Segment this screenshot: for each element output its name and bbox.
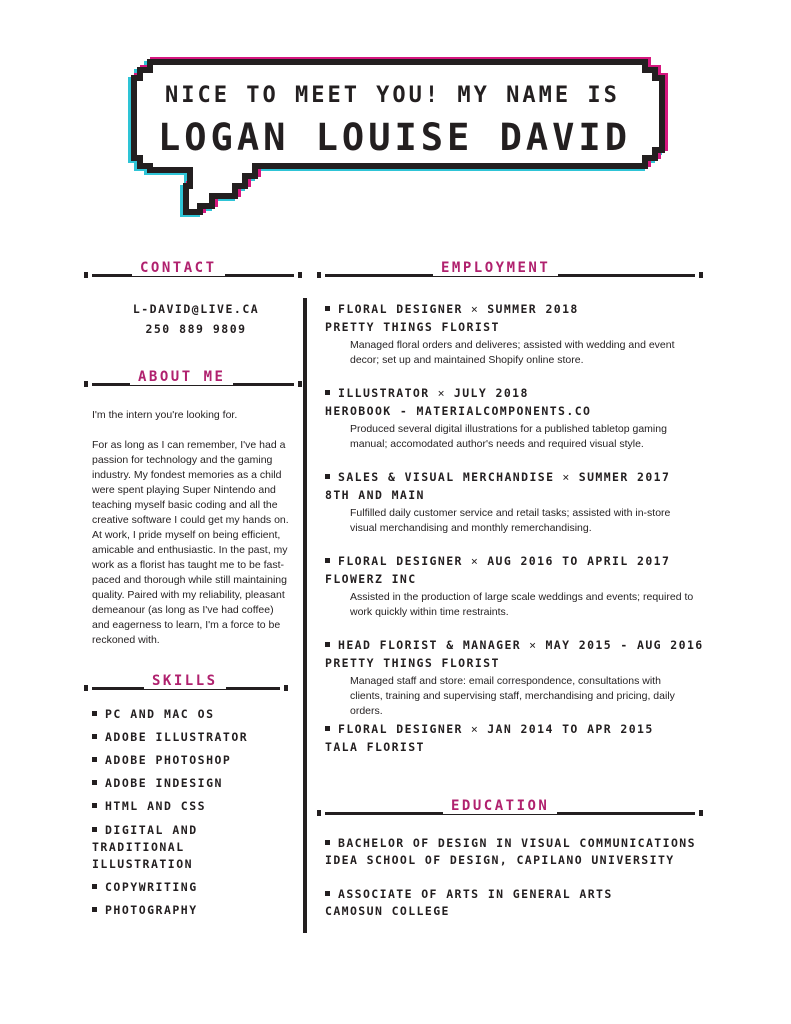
bullet-icon [92, 803, 97, 808]
job-title: ILLUSTRATOR [338, 386, 430, 400]
heading-dash [284, 685, 288, 691]
job-date: JAN 2014 TO APR 2015 [487, 722, 654, 736]
speech-bubble [0, 0, 791, 240]
job-title: FLORAL DESIGNER [338, 554, 463, 568]
about-heading-bar [92, 369, 294, 395]
job-date: SUMMER 2018 [487, 302, 579, 316]
job-entry [325, 386, 705, 452]
degree: ASSOCIATE OF ARTS IN GENERAL ARTS [338, 887, 613, 901]
bullet-icon [325, 726, 330, 731]
skill-item: HTML AND CSS [92, 798, 292, 815]
about-paragraph: For as long as I can remember, I've had a passion for technology and the gaming industry. My fondest memories as a child were spent playing Super Nintendo and teaching myself basic coding and all the creative software I could get my hands on. At work, I pride myself on being efficient, amicable and enthusiastic. In the past, my work as a florist has taught me to be fast-paced and thorough while still maintaining quality. Paired with my reliability, pleasant demeanour (as long as I've had coffee) and eagerness to learn, I'm a force to be reckoned with. [92, 439, 289, 646]
school: IDEA SCHOOL OF DESIGN, CAPILANO UNIVERSITY [325, 853, 675, 867]
separator: × [470, 722, 480, 736]
job-entry [325, 722, 705, 754]
job-date: MAY 2015 - AUG 2016 [545, 638, 704, 652]
job-company: FLOWERZ INC [325, 572, 417, 586]
job-description: Fulfilled daily customer service and retail tasks; assisted with in-store visual merchandising and monthly remerchandising. [350, 507, 671, 534]
job-company: HEROBOOK - MATERIALCOMPONENTS.CO [325, 404, 592, 418]
bullet-icon [92, 827, 97, 832]
full-name: LOGAN LOUISE DAVID [158, 116, 631, 159]
bullet-icon [92, 734, 97, 739]
separator: × [437, 386, 446, 400]
skill-item: COPYWRITING [92, 879, 292, 896]
bullet-icon [325, 306, 330, 311]
employment-heading: EMPLOYMENT [433, 260, 558, 276]
job-title: SALES & VISUAL MERCHANDISE [338, 470, 555, 484]
heading-dash [699, 272, 703, 278]
separator: × [470, 302, 480, 316]
employment-heading-bar [325, 260, 695, 286]
heading-dash [84, 381, 88, 387]
bullet-icon [92, 780, 97, 785]
job-title-line [325, 302, 705, 316]
job-description: Assisted in the production of large scale weddings and events; required to work quickly within time restraints. [350, 591, 694, 618]
job-title-line [325, 638, 705, 652]
bullet-icon [325, 840, 330, 845]
heading-dash [699, 810, 703, 816]
job-description: Managed floral orders and deliveres; assisted with wedding and event decor; set up and maintained Shopify online store. [350, 339, 675, 366]
heading-dash [298, 272, 302, 278]
separator: × [470, 554, 480, 568]
heading-dash [317, 272, 321, 278]
job-description: Produced several digital illustrations for a published tabletop gaming manual; accomodated author's needs and required visual style. [350, 423, 667, 450]
about-text [92, 408, 292, 663]
contact-heading-bar [92, 260, 294, 286]
contact-phone: 250 889 9809 [145, 322, 247, 336]
heading-dash [84, 272, 88, 278]
column-divider [303, 298, 307, 933]
job-entry [325, 554, 705, 620]
bullet-icon [325, 390, 330, 395]
contact-heading: CONTACT [132, 260, 225, 276]
degree-line [325, 835, 715, 852]
education-heading: EDUCATION [443, 798, 557, 814]
bullet-icon [92, 884, 97, 889]
job-title-line [325, 722, 705, 736]
contact-email: L-DAVID@LIVE.CA [132, 302, 260, 316]
school: CAMOSUN COLLEGE [325, 904, 450, 918]
job-company: 8TH AND MAIN [325, 488, 425, 502]
job-title-line [325, 470, 705, 484]
heading-dash [317, 810, 321, 816]
skill-item: DIGITAL AND TRADITIONAL ILLUSTRATION [92, 823, 198, 871]
skill-item: PC AND MAC OS [92, 706, 292, 723]
separator: × [562, 470, 571, 484]
job-entry [325, 638, 705, 719]
skill-item: ADOBE ILLUSTRATOR [92, 729, 292, 746]
job-title: FLORAL DESIGNER [338, 722, 463, 736]
heading-dash [298, 381, 302, 387]
degree-line [325, 886, 715, 903]
job-date: SUMMER 2017 [578, 470, 671, 484]
separator: × [529, 638, 538, 652]
about-heading: ABOUT ME [130, 369, 233, 385]
job-title-line [325, 554, 705, 568]
job-company: PRETTY THINGS FLORIST [325, 320, 500, 334]
about-paragraph: I'm the intern you're looking for. [92, 409, 238, 421]
degree: BACHELOR OF DESIGN IN VISUAL COMMUNICATIONS [338, 836, 696, 850]
skills-heading: SKILLS [144, 673, 226, 689]
job-title: HEAD FLORIST & MANAGER [338, 638, 522, 652]
job-entry [325, 302, 705, 368]
bullet-icon [325, 558, 330, 563]
education-heading-bar [325, 798, 695, 824]
bullet-icon [325, 891, 330, 896]
job-description: Managed staff and store: email correspondence, consultations with clients, training and supervising staff, merchandising and pricing, daily orders. [350, 675, 675, 717]
skill-item: ADOBE PHOTOSHOP [92, 752, 292, 769]
job-date: JULY 2018 [453, 386, 529, 400]
job-title-line [325, 386, 705, 400]
job-entry [325, 470, 705, 536]
bullet-icon [92, 907, 97, 912]
bullet-icon [92, 711, 97, 716]
bullet-icon [92, 757, 97, 762]
education-entry [325, 886, 715, 920]
job-date: AUG 2016 TO APRIL 2017 [487, 554, 671, 568]
education-entry [325, 835, 715, 869]
greeting-text: NICE TO MEET YOU! MY NAME IS [165, 83, 620, 108]
job-company: PRETTY THINGS FLORIST [325, 656, 500, 670]
job-title: FLORAL DESIGNER [338, 302, 463, 316]
job-company: TALA FLORIST [325, 740, 425, 754]
bullet-icon [325, 642, 330, 647]
skill-item: PHOTOGRAPHY [92, 902, 292, 919]
skill-item: ADOBE INDESIGN [92, 775, 292, 792]
skills-heading-bar [92, 673, 280, 699]
bullet-icon [325, 474, 330, 479]
heading-dash [84, 685, 88, 691]
